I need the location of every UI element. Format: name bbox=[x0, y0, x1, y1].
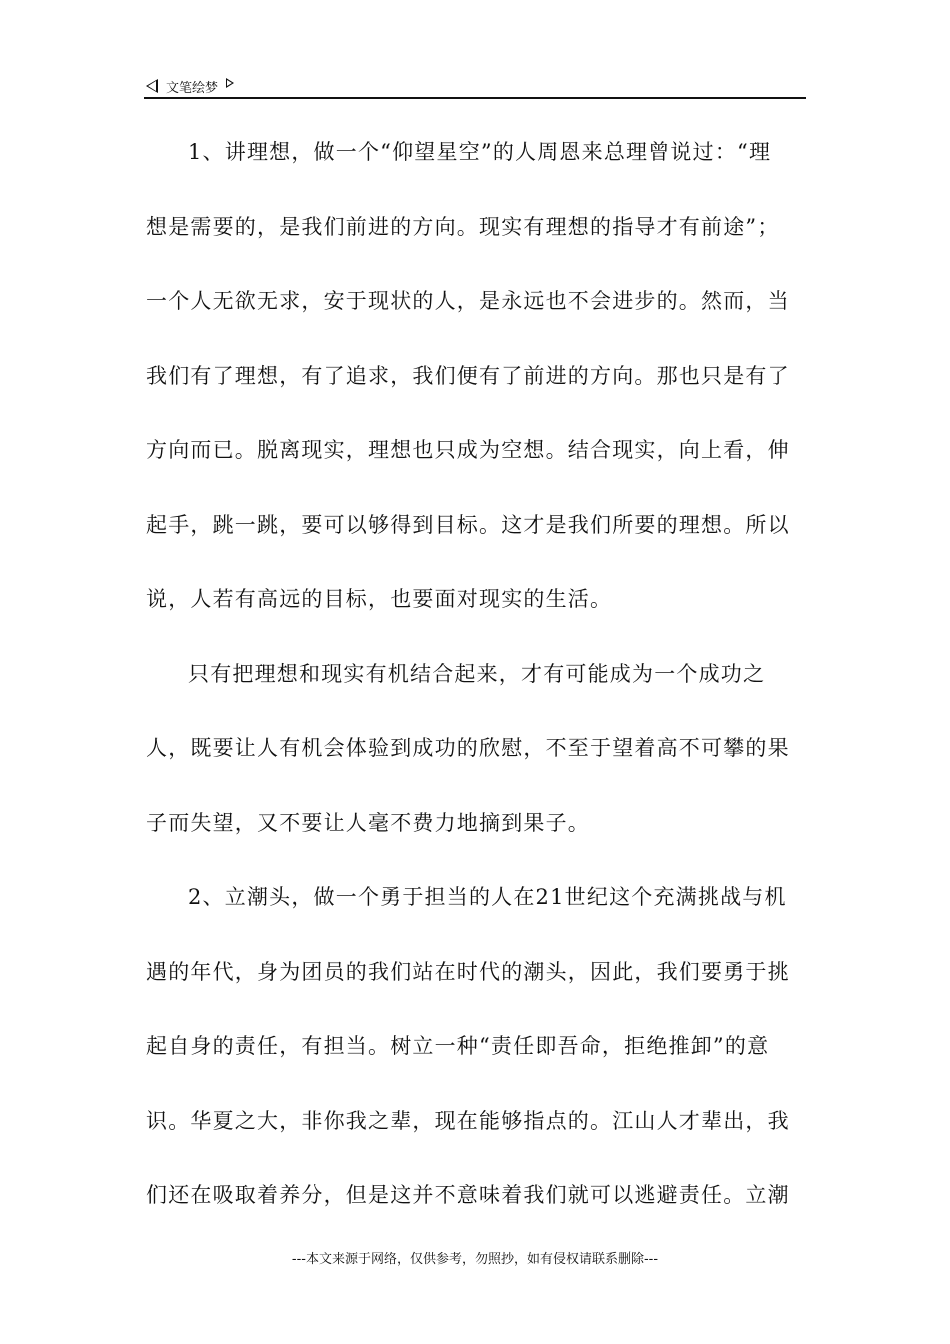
text-line: 子而失望，又不要让人毫不费力地摘到果子。 bbox=[146, 810, 590, 835]
document-body bbox=[146, 122, 802, 1240]
text-line: 1、讲理想，做一个“仰望星空”的人周恩来总理曾说过：“理 bbox=[188, 140, 772, 164]
text-line: 们还在吸取着养分，但是这并不意味着我们就可以逃避责任。立潮 bbox=[146, 1183, 790, 1207]
text-line: 说，人若有高远的目标，也要面对现实的生活。 bbox=[146, 587, 613, 611]
text-line: 我们有了理想，有了追求，我们便有了前进的方向。那也只是有了 bbox=[146, 363, 790, 388]
text-line: 识。华夏之大，非你我之辈，现在能够指点的。江山人才辈出，我 bbox=[146, 1108, 790, 1133]
text-line: 起手，跳一跳，要可以够得到目标。这才是我们所要的理想。所以 bbox=[146, 512, 790, 537]
text-line: 人，既要让人有机会体验到成功的欣慰，不至于望着高不可攀的果 bbox=[146, 736, 790, 760]
text-line: 起自身的责任，有担当。树立一种“责任即吾命，拒绝推卸”的意 bbox=[146, 1034, 770, 1058]
text-line: 2、立潮头，做一个勇于担当的人在21世纪这个充满挑战与机 bbox=[188, 885, 787, 909]
header-divider bbox=[144, 97, 806, 99]
text-line: 一个人无欲无求，安于现状的人，是永远也不会进步的。然而，当 bbox=[146, 289, 790, 313]
text-line: 只有把理想和现实有机结合起来，才有可能成为一个成功之 bbox=[188, 661, 766, 686]
right-triangle-icon bbox=[226, 78, 234, 88]
header-title: 文笔绘梦 bbox=[166, 80, 219, 96]
left-triangle-icon bbox=[146, 79, 158, 93]
text-line: 遇的年代，身为团员的我们站在时代的潮头，因此，我们要勇于挑 bbox=[146, 959, 790, 984]
page-header bbox=[146, 74, 806, 98]
text-line: 想是需要的，是我们前进的方向。现实有理想的指导才有前途”； bbox=[146, 214, 780, 239]
page-footer: ---本文来源于网络，仅供参考，勿照抄，如有侵权请联系删除--- bbox=[291, 1252, 659, 1267]
text-line: 方向而已。脱离现实，理想也只成为空想。结合现实，向上看，伸 bbox=[146, 438, 790, 462]
